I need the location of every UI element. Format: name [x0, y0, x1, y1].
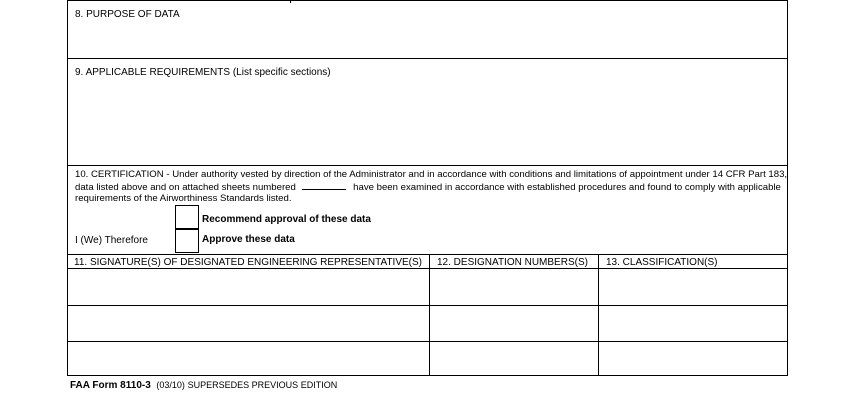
form-code: FAA Form 8110-3 [70, 380, 151, 391]
designation-field-1[interactable] [431, 270, 597, 304]
certification-text [75, 169, 795, 204]
therefore-label: I (We) Therefore [75, 235, 148, 246]
classification-field-2[interactable] [600, 307, 786, 340]
col-divider-1 [429, 254, 430, 375]
form-supersedes: SUPERSEDES PREVIOUS EDITION [187, 380, 338, 390]
designation-field-3[interactable] [431, 343, 597, 374]
col-divider-2 [598, 254, 599, 375]
divider-10-11 [67, 254, 788, 255]
designation-field-2[interactable] [431, 307, 597, 340]
divider-8-9 [67, 58, 788, 59]
signature-field-1[interactable] [69, 270, 428, 304]
certification-text-part1: - Under authority vested by direction of the Administrator and in accordance with conditions and limitations of appointment under 14 CFR Part 183, data listed above and on attached sheets numbered [75, 169, 788, 193]
divider-9-10 [67, 165, 788, 166]
signatures-header: 11. SIGNATURE(S) OF DESIGNATED ENGINEERING REPRESENTATIVE(S) [74, 257, 423, 268]
form-revision: (03/10) [156, 380, 185, 390]
approve-checkbox[interactable] [175, 229, 199, 253]
classification-field-3[interactable] [600, 343, 786, 374]
row-line-1 [67, 268, 788, 269]
approve-label: Approve these data [202, 234, 295, 245]
classification-field-1[interactable] [600, 270, 786, 304]
requirements-label: 9. APPLICABLE REQUIREMENTS (List specific sections) [75, 67, 331, 78]
frame-bottom [67, 375, 788, 376]
certification-text-part2: have been examined in accordance with established procedures and found to comply with applicable requirements of the Airworthiness Standards listed. [75, 182, 781, 204]
sheets-numbered-input[interactable] [302, 180, 346, 190]
frame-tick [290, 0, 291, 3]
signature-field-3[interactable] [69, 343, 428, 374]
certification-heading: 10. CERTIFICATION [75, 169, 164, 180]
frame-left [67, 0, 68, 375]
form-footer [70, 380, 337, 391]
classification-header: 13. CLASSIFICATION(S) [606, 257, 718, 268]
purpose-input[interactable] [70, 24, 785, 56]
designation-header: 12. DESIGNATION NUMBERS(S) [437, 257, 588, 268]
row-line-3 [67, 341, 788, 342]
purpose-label: 8. PURPOSE OF DATA [75, 9, 180, 20]
row-line-2 [67, 305, 788, 306]
frame-top [67, 0, 788, 1]
signature-field-2[interactable] [69, 307, 428, 340]
requirements-input[interactable] [70, 82, 785, 162]
recommend-checkbox[interactable] [175, 205, 199, 229]
recommend-label: Recommend approval of these data [202, 214, 371, 225]
